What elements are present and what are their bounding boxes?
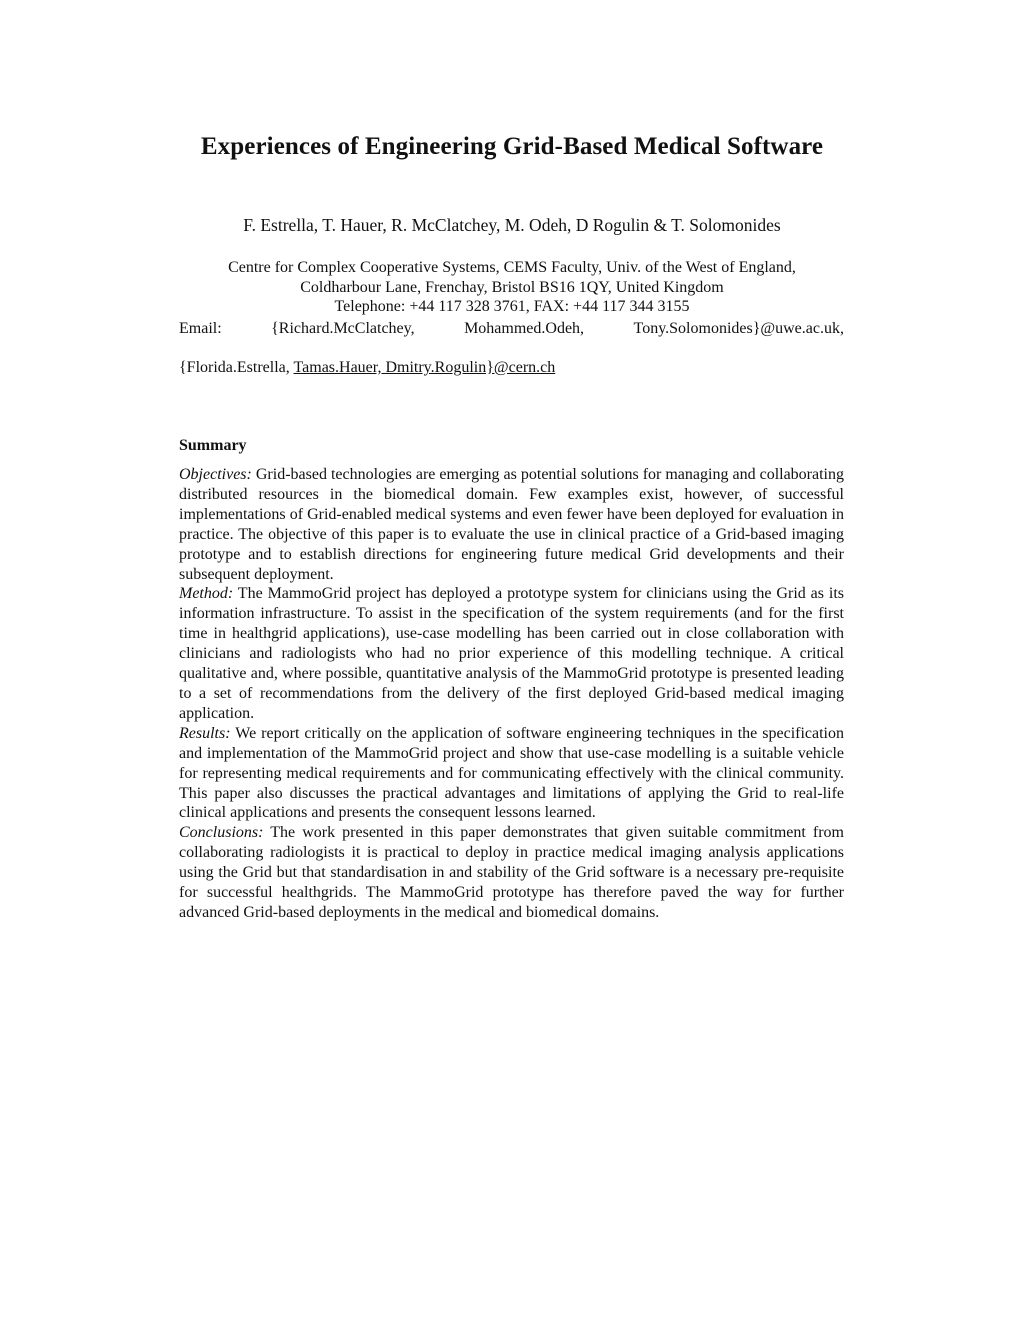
summary-heading: Summary xyxy=(179,437,247,454)
section-label: Objectives: xyxy=(179,466,252,483)
email-part-1: {Richard.McClatchey, xyxy=(271,320,415,337)
email-row-2 xyxy=(179,358,844,378)
abstract-results xyxy=(179,724,844,824)
email-row xyxy=(179,319,844,339)
section-text: The MammoGrid project has deployed a prototype system for clinicians using the Grid as its information infrastructure. To assist in the specification of the system requirements (and for the first time in healthgrid applications), use-case modelling has been carried out in close collaboration with clinicians and radiologists who had no prior experience of this modelling technique. A critical qualitative and, where possible, quantitative analysis of the MammoGrid prototype is presented leading to a set of recommendations from the delivery of the first deployed Grid-based medical imaging application. xyxy=(179,585,844,722)
section-text: The work presented in this paper demonstrates that given suitable commitment from collaborating radiologists it is practical to deploy in practice medical imaging analysis applications using the Grid but that standardisation in and stability of the Grid software is a necessary pre-requisite for successful healthgrids. The MammoGrid prototype has therefore paved the way for further advanced Grid-based deployments in the medical and biomedical domains. xyxy=(179,824,844,921)
email-link[interactable]: Tamas.Hauer, Dmitry.Rogulin}@cern.ch xyxy=(293,359,556,376)
author-list: F. Estrella, T. Hauer, R. McClatchey, M. Odeh, D Rogulin & T. Solomonides xyxy=(243,215,781,235)
email-label: Email: xyxy=(179,320,222,337)
email-part-2: Mohammed.Odeh, xyxy=(464,320,585,337)
email-line2-prefix: {Florida.Estrella, xyxy=(179,359,294,376)
section-label: Method: xyxy=(179,585,234,603)
paper-title: Experiences of Engineering Grid-Based Medical Software xyxy=(200,133,824,160)
affiliation-block xyxy=(0,258,1024,317)
section-text: Grid-based technologies are emerging as potential solutions for managing and collaborating distributed resources in the biomedical domain. Few examples exist, however, of successful implementations of Grid-enabled medical systems and even fewer have been deployed for evaluation in practice. The objective of this paper is to evaluate the use in clinical practice of a Grid-based imaging prototype and to establish directions for engineering future medical Grid developments and their subsequent deployment. xyxy=(179,466,844,583)
email-part-3: Tony.Solomonides}@uwe.ac.uk, xyxy=(633,320,844,337)
section-label: Conclusions: xyxy=(179,824,264,842)
affiliation-line-3: Telephone: +44 117 328 3761, FAX: +44 117 344 3155 xyxy=(334,298,690,315)
section-text: We report critically on the application of software engineering techniques in the specification and implementation of the MammoGrid project and show that use-case modelling is a suitable vehicle for representing medical requirements and for communicating effectively with the clinical community. This paper also discusses the practical advantages and limitations of applying the Grid to real-life clinical applications and presents the consequent lessons learned. xyxy=(179,724,844,822)
abstract-method xyxy=(179,584,844,723)
abstract-conclusions xyxy=(179,823,844,923)
abstract-objectives xyxy=(179,465,844,584)
abstract-body xyxy=(179,465,844,923)
section-label: Results: xyxy=(179,724,231,742)
affiliation-line-2: Coldharbour Lane, Frenchay, Bristol BS16 1QY, United Kingdom xyxy=(300,278,724,296)
affiliation-line-1: Centre for Complex Cooperative Systems, CEMS Faculty, Univ. of the West of England, xyxy=(228,259,796,276)
